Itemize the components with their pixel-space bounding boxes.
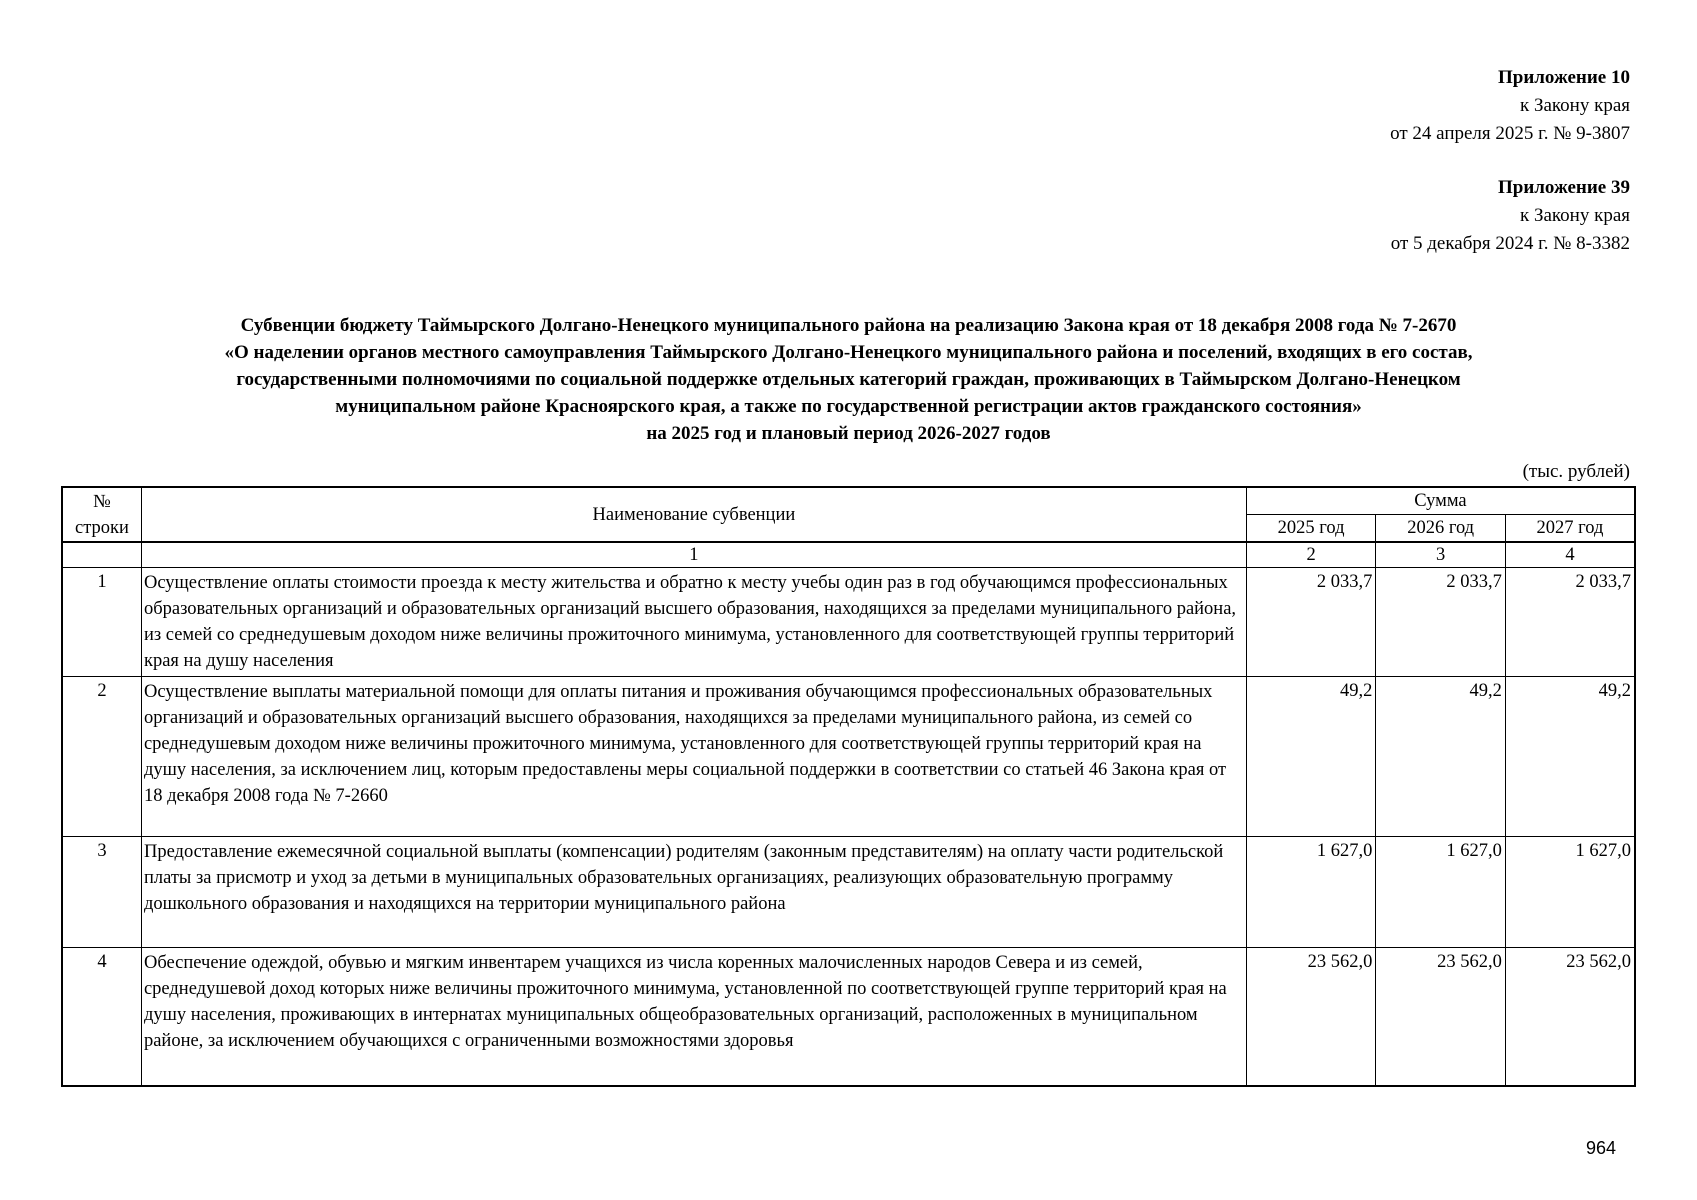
value-2025: 2 033,7 <box>1246 568 1376 677</box>
row-number: 2 <box>62 677 141 837</box>
title-line: Субвенции бюджету Таймырского Долгано-Ненецкого муниципального района на реализацию Закона края от 18 декабря 2008 года № 7-2670 <box>240 315 1457 336</box>
value-2025: 23 562,0 <box>1246 948 1376 1086</box>
column-index-cell <box>62 542 141 568</box>
value-2025: 49,2 <box>1246 677 1376 837</box>
appendix-law-ref: к Закону края <box>1519 205 1630 226</box>
value-2026: 1 627,0 <box>1376 837 1506 948</box>
table-row <box>62 948 1635 1086</box>
table-row <box>62 837 1635 948</box>
appendix-law-date: от 5 декабря 2024 г. № 8-3382 <box>1390 233 1630 254</box>
column-index-row <box>62 542 1635 568</box>
row-number: 3 <box>62 837 141 948</box>
title-line: государственными полномочиями по социальной поддержке отдельных категорий граждан, проживающих в Таймырском Долгано-Ненецком <box>236 369 1461 390</box>
appendix-law-ref: к Закону края <box>1519 95 1630 116</box>
appendix-law-date: от 24 апреля 2025 г. № 9-3807 <box>1390 123 1630 144</box>
header-num-symbol: № <box>93 491 111 512</box>
title-line: «О наделении органов местного самоуправления Таймырского Долгано-Ненецкого муниципального района и поселений, входящих в его состав, <box>224 342 1473 363</box>
title-line: муниципальном районе Красноярского края, а также по государственной регистрации актов гражданского состояния» <box>335 396 1362 417</box>
subsidy-table <box>61 486 1636 1087</box>
subsidy-name: Осуществление выплаты материальной помощи для оплаты питания и проживания обучающимся профессиональных образовательных организаций и образовательных организаций высшего образования, находящихся за пределами муниципального района, из семей со среднедушевым доходом ниже величины прожиточного минимума, установленного для соответствующей группы территорий края на душу населения, за исключением лиц, которым предоставлены меры социальной поддержки в соответствии со статьей 46 Закона края от 18 декабря 2008 года № 7-2660 <box>141 677 1246 837</box>
header-year-2026: 2026 год <box>1376 515 1506 543</box>
table-row <box>62 677 1635 837</box>
column-index-cell: 1 <box>141 542 1246 568</box>
appendix-title: Приложение 10 <box>1497 67 1630 88</box>
subsidy-name: Обеспечение одеждой, обувью и мягким инвентарем учащихся из числа коренных малочисленных народов Севера и из семей, среднедушевой доход которых ниже величины прожиточного минимума, установленной по соответствующей группе территорий края на душу населения, проживающих в интернатах муниципальных общеобразовательных организаций, расположенных в муниципальном районе, за исключением обучающихся с ограниченными возможностями здоровья <box>141 948 1246 1086</box>
subsidy-name: Осуществление оплаты стоимости проезда к месту жительства и обратно к месту учебы один раз в год обучающимся профессиональных образовательных организаций и образовательных организаций высшего образования, находящихся за пределами муниципального района, из семей со среднедушевым доходом ниже величины прожиточного минимума, установленного для соответствующей группы территорий края на душу населения <box>141 568 1246 677</box>
value-2027: 23 562,0 <box>1505 948 1635 1086</box>
document-title <box>61 312 1636 447</box>
column-index-cell: 3 <box>1376 542 1506 568</box>
page-number: 964 <box>1586 1138 1617 1158</box>
header-sum: Сумма <box>1246 487 1635 515</box>
value-2026: 23 562,0 <box>1376 948 1506 1086</box>
appendix-39-block <box>1391 174 1630 258</box>
table-header-row <box>62 487 1635 515</box>
value-2025: 1 627,0 <box>1246 837 1376 948</box>
header-name: Наименование субвенции <box>141 487 1246 542</box>
header-year-2025: 2025 год <box>1246 515 1376 543</box>
row-number: 1 <box>62 568 141 677</box>
appendix-10-block <box>1390 64 1630 148</box>
subsidy-name: Предоставление ежемесячной социальной выплаты (компенсации) родителям (законным представителям) на оплату части родительской платы за присмотр и уход за детьми в муниципальных образовательных организациях, реализующих образовательную программу дошкольного образования и находящихся на территории муниципального района <box>141 837 1246 948</box>
header-num-label: строки <box>75 517 129 538</box>
value-2026: 49,2 <box>1376 677 1506 837</box>
appendix-title: Приложение 39 <box>1497 177 1630 198</box>
header-row-number <box>62 487 141 542</box>
title-line: на 2025 год и плановый период 2026-2027 годов <box>646 423 1051 444</box>
column-index-cell: 4 <box>1505 542 1635 568</box>
header-year-2027: 2027 год <box>1505 515 1635 543</box>
value-2026: 2 033,7 <box>1376 568 1506 677</box>
value-2027: 1 627,0 <box>1505 837 1635 948</box>
table-row <box>62 568 1635 677</box>
value-2027: 49,2 <box>1505 677 1635 837</box>
column-index-cell: 2 <box>1246 542 1376 568</box>
row-number: 4 <box>62 948 141 1086</box>
units-label: (тыс. рублей) <box>1522 461 1630 482</box>
value-2027: 2 033,7 <box>1505 568 1635 677</box>
